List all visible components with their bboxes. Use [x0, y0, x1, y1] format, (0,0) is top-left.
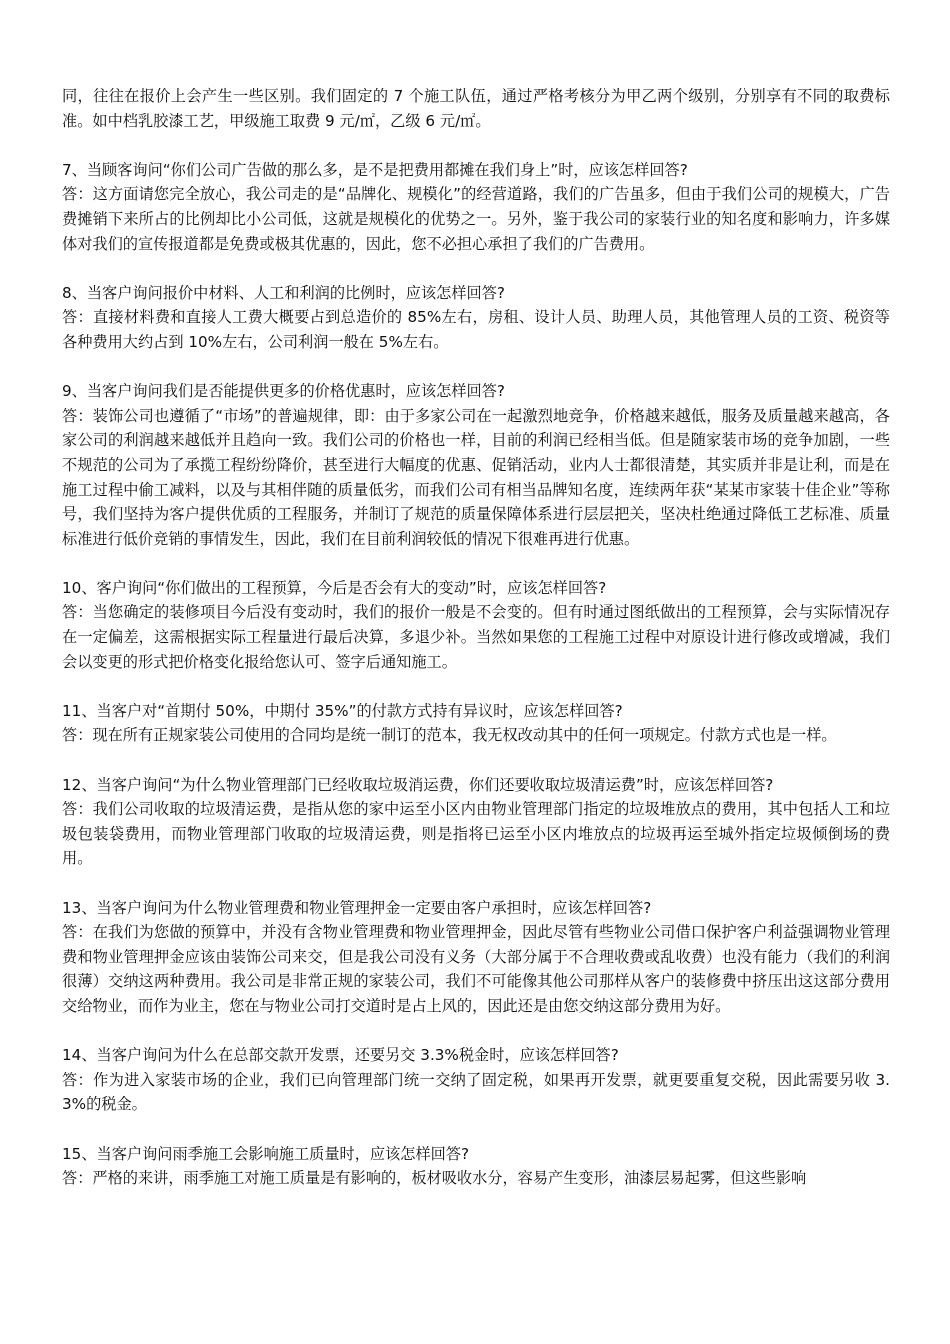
qa-item-7 [62, 158, 890, 256]
intro-block [62, 84, 890, 133]
question-9: 9、当客户询问我们是否能提供更多的价格优惠时，应该怎样回答? [62, 382, 505, 401]
answer-13: 答：在我们为您做的预算中，并没有含物业管理费和物业管理押金，因此尽管有些物业公司借口保护客户利益强调物业管理费和物业管理押金应该由装饰公司来交，但是我公司没有义务（大部分属于不合理收费或乱收费）也没有能力（我们的利润很薄）交纳这两种费用。我公司是非常正规的家装公司，我们不可能像其他公司那样从客户的装修费中挤压出这这部分费用交给物业，而作为业主，您在与物业公司打交道时是占上风的，因此还是由您交纳这部分费用为好。 [62, 923, 890, 1015]
intro-paragraph: 同，往往在报价上会产生一些区别。我们固定的 7 个施工队伍，通过严格考核分为甲乙两个级别，分别享有不同的取费标准。如中档乳胶漆工艺，甲级施工取费 9 元/㎡，乙级 6 元/㎡。 [62, 87, 890, 130]
qa-item-15 [62, 1142, 890, 1191]
qa-item-14 [62, 1043, 890, 1117]
question-8: 8、当客户询问报价中材料、人工和利润的比例时，应该怎样回答? [62, 283, 505, 302]
answer-9: 答：装饰公司也遵循了“市场”的普遍规律，即：由于多家公司在一起激烈地竞争，价格越来越低，服务及质量越来越高，各家公司的利润越来越低并且趋向一致。我们公司的价格也一样，目前的利润已经相当低。但是随家装市场的竞争加剧，一些不规范的公司为了承揽工程纷纷降价，甚至进行大幅度的优惠、促销活动，业内人士都很清楚，其实质并非是让利，而是在施工过程中偷工减料，以及与其相伴随的质量低劣，而我们公司有相当品牌知名度，连续两年获“某某市家装十佳企业”等称号，我们坚持为客户提供优质的工程服务，并制订了规范的质量保障体系进行层层把关，坚决杜绝通过降低工艺标准、质量标准进行低价竞销的事情发生，因此，我们在目前利润较低的情况下很难再进行优惠。 [62, 406, 890, 548]
answer-15: 答：严格的来讲，雨季施工对施工质量是有影响的，板材吸收水分，容易产生变形，油漆层易起雾，但这些影响 [62, 1169, 807, 1188]
answer-11: 答：现在所有正规家装公司使用的合同均是统一制订的范本，我无权改动其中的任何一项规定。付款方式也是一样。 [62, 726, 837, 745]
question-10: 10、客户询问“你们做出的工程预算，今后是否会有大的变动”时，应该怎样回答? [62, 578, 607, 597]
answer-12: 答：我们公司收取的垃圾清运费，是指从您的家中运至小区内由物业管理部门指定的垃圾堆放点的费用，其中包括人工和垃圾包装袋费用，而物业管理部门收取的垃圾清运费，则是指将已运至小区内堆放点的垃圾再运至城外指定垃圾倾倒场的费用。 [62, 800, 890, 868]
question-7: 7、当顾客询问“你们公司广告做的那么多，是不是把费用都摊在我们身上”时，应该怎样回答? [62, 160, 688, 179]
answer-8: 答：直接材料费和直接人工费大概要占到总造价的 85%左右，房租、设计人员、助理人员，其他管理人员的工资、税资等各种费用大约占到 10%左右，公司利润一般在 5%左右。 [62, 308, 890, 351]
qa-item-9 [62, 379, 890, 551]
answer-7: 答：这方面请您完全放心，我公司走的是“品牌化、规模化”的经营道路，我们的广告虽多，但由于我们公司的规模大，广告费摊销下来所占的比例却比小公司低，这就是规模化的优势之一。另外，鉴于我公司的家装行业的知名度和影响力，许多媒体对我们的宣传报道都是免费或极其优惠的，因此，您不必担心承担了我们的广告费用。 [62, 185, 890, 253]
question-14: 14、当客户询问为什么在总部交款开发票，还要另交 3.3%税金时，应该怎样回答? [62, 1046, 619, 1065]
answer-14: 答：作为进入家装市场的企业，我们已向管理部门统一交纳了固定税，如果再开发票，就更要重复交税，因此需要另收 3.3%的税金。 [62, 1070, 890, 1114]
qa-item-11 [62, 699, 890, 748]
qa-item-13 [62, 896, 890, 1019]
answer-10: 答：当您确定的装修项目今后没有变动时，我们的报价一般是不会变的。但有时通过图纸做出的工程预算，会与实际情况存在一定偏差，这需根据实际工程量进行最后决算，多退少补。当然如果您的工程施工过程中对原设计进行修改或增减，我们会以变更的形式把价格变化报给您认可、签字后通知施工。 [62, 603, 890, 671]
question-11: 11、当客户对“首期付 50%，中期付 35%”的付款方式持有异议时，应该怎样回答? [62, 701, 623, 720]
document-page [62, 84, 890, 1215]
question-12: 12、当客户询问“为什么物业管理部门已经收取垃圾消运费，你们还要收取垃圾清运费”时，应该怎样回答? [62, 775, 774, 794]
qa-item-8 [62, 281, 890, 355]
question-13: 13、当客户询问为什么物业管理费和物业管理押金一定要由客户承担时，应该怎样回答? [62, 898, 652, 917]
question-15: 15、当客户询问雨季施工会影响施工质量时，应该怎样回答? [62, 1144, 470, 1163]
qa-item-10 [62, 576, 890, 674]
qa-item-12 [62, 773, 890, 871]
